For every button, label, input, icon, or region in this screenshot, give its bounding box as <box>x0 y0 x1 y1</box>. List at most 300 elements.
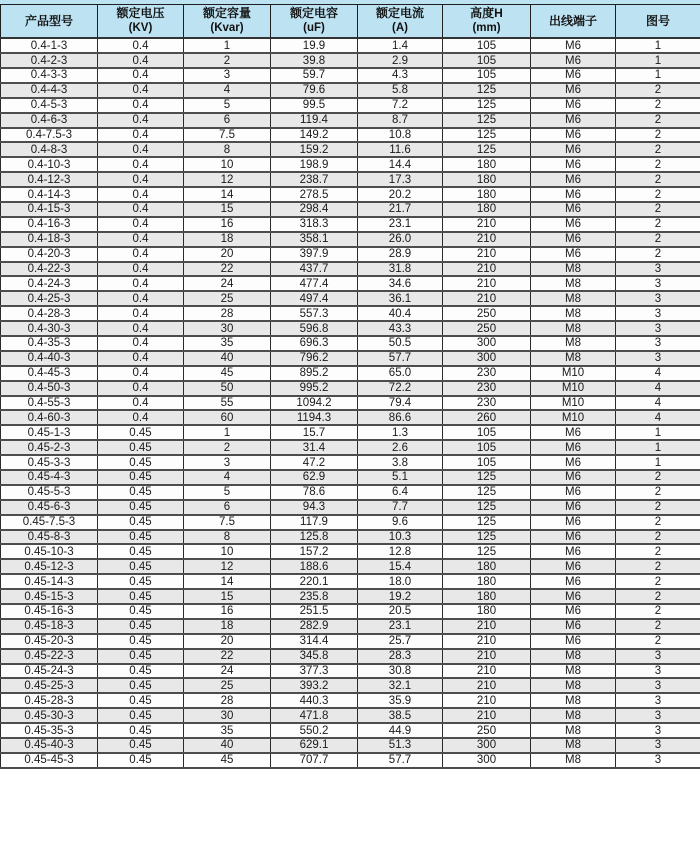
table-cell: 180 <box>443 589 531 604</box>
table-cell: 0.4 <box>98 276 184 291</box>
table-cell: 238.7 <box>271 172 358 187</box>
table-cell: M6 <box>531 202 616 217</box>
table-cell: 149.2 <box>271 128 358 143</box>
table-cell: 1 <box>616 38 700 53</box>
table-cell: 4 <box>616 410 700 425</box>
table-cell: 0.4-28-3 <box>1 306 98 321</box>
table-cell: M6 <box>531 53 616 68</box>
table-cell: 0.45 <box>98 619 184 634</box>
table-cell: 79.6 <box>271 83 358 98</box>
table-cell: 3 <box>616 753 700 768</box>
table-cell: 0.4 <box>98 83 184 98</box>
table-cell: 0.45 <box>98 589 184 604</box>
table-cell: 300 <box>443 351 531 366</box>
table-cell: 0.4-25-3 <box>1 291 98 306</box>
table-cell: 21.7 <box>358 202 443 217</box>
table-cell: 3 <box>616 664 700 679</box>
table-cell: 0.45 <box>98 485 184 500</box>
table-cell: 707.7 <box>271 753 358 768</box>
table-cell: 2 <box>616 187 700 202</box>
table-cell: 210 <box>443 619 531 634</box>
column-header <box>616 5 700 39</box>
table-cell: 157.2 <box>271 544 358 559</box>
table-row <box>1 276 700 291</box>
table-cell: 497.4 <box>271 291 358 306</box>
table-cell: 300 <box>443 738 531 753</box>
table-cell: 0.4 <box>98 157 184 172</box>
table-cell: 119.4 <box>271 113 358 128</box>
table-cell: 314.4 <box>271 634 358 649</box>
table-cell: 125 <box>443 544 531 559</box>
table-cell: 629.1 <box>271 738 358 753</box>
table-cell: 23.1 <box>358 217 443 232</box>
table-cell: 0.45-30-3 <box>1 708 98 723</box>
table-row <box>1 649 700 664</box>
table-cell: 235.8 <box>271 589 358 604</box>
table-cell: 125 <box>443 83 531 98</box>
table-cell: 0.4 <box>98 38 184 53</box>
table-cell: 3 <box>616 306 700 321</box>
table-cell: 0.45-45-3 <box>1 753 98 768</box>
table-cell: 20.5 <box>358 604 443 619</box>
table-cell: 0.4-5-3 <box>1 98 98 113</box>
table-row <box>1 485 700 500</box>
table-row <box>1 336 700 351</box>
table-row <box>1 68 700 83</box>
table-cell: 40 <box>184 351 271 366</box>
table-cell: 2 <box>616 619 700 634</box>
table-cell: 34.6 <box>358 276 443 291</box>
table-cell: 0.4 <box>98 98 184 113</box>
table-cell: 0.4 <box>98 262 184 277</box>
table-cell: 3 <box>616 708 700 723</box>
table-row <box>1 172 700 187</box>
table-cell: 0.4 <box>98 232 184 247</box>
table-cell: 2 <box>616 604 700 619</box>
table-cell: 358.1 <box>271 232 358 247</box>
table-cell: 3 <box>616 336 700 351</box>
table-cell: 0.45 <box>98 708 184 723</box>
table-cell: 125 <box>443 470 531 485</box>
table-cell: 0.45-24-3 <box>1 664 98 679</box>
table-cell: 0.4 <box>98 53 184 68</box>
table-cell: M6 <box>531 619 616 634</box>
table-row <box>1 440 700 455</box>
table-cell: 7.7 <box>358 500 443 515</box>
table-cell: 230 <box>443 381 531 396</box>
column-label: 额定电流 <box>375 6 424 20</box>
table-cell: 3 <box>616 738 700 753</box>
table-row <box>1 619 700 634</box>
table-cell: 18 <box>184 232 271 247</box>
table-cell: M8 <box>531 723 616 738</box>
table-cell: 0.4-60-3 <box>1 410 98 425</box>
table-cell: 125.8 <box>271 530 358 545</box>
table-cell: 10.8 <box>358 128 443 143</box>
table-cell: 16 <box>184 217 271 232</box>
table-row <box>1 291 700 306</box>
table-row <box>1 589 700 604</box>
table-cell: M6 <box>531 172 616 187</box>
table-cell: 1 <box>616 440 700 455</box>
table-cell: M8 <box>531 678 616 693</box>
table-cell: 0.45 <box>98 604 184 619</box>
table-cell: 2 <box>616 634 700 649</box>
table-cell: 50 <box>184 381 271 396</box>
table-cell: 3 <box>616 291 700 306</box>
table-cell: 2 <box>616 113 700 128</box>
table-cell: 0.45-14-3 <box>1 574 98 589</box>
column-header <box>443 5 531 39</box>
table-cell: 0.45-15-3 <box>1 589 98 604</box>
table-cell: M6 <box>531 470 616 485</box>
table-cell: 8 <box>184 530 271 545</box>
table-cell: 1 <box>184 38 271 53</box>
table-cell: 251.5 <box>271 604 358 619</box>
table-cell: 0.4-1-3 <box>1 38 98 53</box>
table-cell: 210 <box>443 232 531 247</box>
table-cell: 4.3 <box>358 68 443 83</box>
table-cell: 0.4-35-3 <box>1 336 98 351</box>
table-cell: 3 <box>184 455 271 470</box>
table-cell: 2 <box>616 232 700 247</box>
table-body <box>1 38 700 768</box>
table-row <box>1 664 700 679</box>
table-cell: M8 <box>531 306 616 321</box>
table-cell: 5.8 <box>358 83 443 98</box>
table-row <box>1 366 700 381</box>
table-row <box>1 38 700 53</box>
table-cell: 0.45 <box>98 544 184 559</box>
table-row <box>1 262 700 277</box>
table-cell: 18.0 <box>358 574 443 589</box>
table-cell: 24 <box>184 276 271 291</box>
table-cell: 50.5 <box>358 336 443 351</box>
table-cell: 0.4-14-3 <box>1 187 98 202</box>
table-cell: 57.7 <box>358 351 443 366</box>
table-cell: 0.4-6-3 <box>1 113 98 128</box>
table-cell: 0.45 <box>98 634 184 649</box>
table-cell: 180 <box>443 202 531 217</box>
table-cell: 10.3 <box>358 530 443 545</box>
column-unit: (A) <box>392 22 408 35</box>
table-cell: 0.4 <box>98 202 184 217</box>
table-cell: 0.45 <box>98 664 184 679</box>
table-cell: 3 <box>184 68 271 83</box>
table-cell: 180 <box>443 559 531 574</box>
table-cell: 440.3 <box>271 693 358 708</box>
table-cell: 12 <box>184 172 271 187</box>
table-cell: M6 <box>531 157 616 172</box>
table-cell: M6 <box>531 559 616 574</box>
table-cell: M8 <box>531 291 616 306</box>
table-cell: 10 <box>184 544 271 559</box>
table-cell: 0.45 <box>98 530 184 545</box>
table-cell: 4 <box>184 83 271 98</box>
table-cell: M8 <box>531 708 616 723</box>
table-cell: M6 <box>531 83 616 98</box>
table-header-row <box>1 5 700 39</box>
table-cell: 0.4-40-3 <box>1 351 98 366</box>
table-cell: 3 <box>616 262 700 277</box>
table-cell: 0.4 <box>98 291 184 306</box>
table-header <box>1 5 700 39</box>
table-cell: M10 <box>531 410 616 425</box>
table-cell: 0.45 <box>98 574 184 589</box>
table-cell: 4 <box>616 396 700 411</box>
table-cell: 24 <box>184 664 271 679</box>
table-cell: 72.2 <box>358 381 443 396</box>
table-cell: 8.7 <box>358 113 443 128</box>
table-cell: 0.4-8-3 <box>1 142 98 157</box>
column-label: 额定电容 <box>289 6 338 20</box>
table-cell: 16 <box>184 604 271 619</box>
table-cell: 28 <box>184 693 271 708</box>
table-cell: 78.6 <box>271 485 358 500</box>
table-cell: 25.7 <box>358 634 443 649</box>
table-cell: 0.4-3-3 <box>1 68 98 83</box>
table-cell: M6 <box>531 485 616 500</box>
table-cell: 0.45-3-3 <box>1 455 98 470</box>
table-cell: 99.5 <box>271 98 358 113</box>
table-cell: 1194.3 <box>271 410 358 425</box>
table-cell: 125 <box>443 500 531 515</box>
table-cell: 0.45-2-3 <box>1 440 98 455</box>
table-cell: 8 <box>184 142 271 157</box>
table-cell: M8 <box>531 649 616 664</box>
table-cell: 250 <box>443 321 531 336</box>
table-cell: 0.45-25-3 <box>1 678 98 693</box>
table-cell: 0.45 <box>98 500 184 515</box>
table-row <box>1 723 700 738</box>
table-cell: 2 <box>616 500 700 515</box>
table-cell: 14 <box>184 187 271 202</box>
table-cell: 0.45-28-3 <box>1 693 98 708</box>
table-cell: 20 <box>184 634 271 649</box>
table-cell: M6 <box>531 128 616 143</box>
table-cell: 477.4 <box>271 276 358 291</box>
table-cell: 94.3 <box>271 500 358 515</box>
table-cell: 30.8 <box>358 664 443 679</box>
table-cell: 31.4 <box>271 440 358 455</box>
table-cell: 0.45-1-3 <box>1 425 98 440</box>
table-cell: M8 <box>531 753 616 768</box>
table-cell: M8 <box>531 664 616 679</box>
table-cell: 0.4 <box>98 128 184 143</box>
table-cell: 0.4-7.5-3 <box>1 128 98 143</box>
table-row <box>1 693 700 708</box>
table-cell: 596.8 <box>271 321 358 336</box>
table-cell: 0.45-5-3 <box>1 485 98 500</box>
table-cell: 12 <box>184 559 271 574</box>
table-row <box>1 381 700 396</box>
table-cell: 2 <box>616 98 700 113</box>
table-cell: 9.6 <box>358 515 443 530</box>
table-cell: 19.2 <box>358 589 443 604</box>
table-cell: 210 <box>443 262 531 277</box>
column-header <box>358 5 443 39</box>
table-cell: M8 <box>531 262 616 277</box>
table-cell: 43.3 <box>358 321 443 336</box>
table-row <box>1 678 700 693</box>
table-row <box>1 157 700 172</box>
table-cell: 210 <box>443 649 531 664</box>
table-cell: 0.4 <box>98 381 184 396</box>
table-cell: 210 <box>443 634 531 649</box>
table-cell: 35 <box>184 336 271 351</box>
table-cell: 0.45 <box>98 455 184 470</box>
table-cell: 2 <box>616 247 700 262</box>
table-cell: 0.45-35-3 <box>1 723 98 738</box>
table-cell: 28 <box>184 306 271 321</box>
table-cell: 105 <box>443 455 531 470</box>
column-label: 高度H <box>470 6 503 20</box>
table-cell: 55 <box>184 396 271 411</box>
table-cell: 3.8 <box>358 455 443 470</box>
table-row <box>1 500 700 515</box>
table-cell: 2 <box>616 470 700 485</box>
table-cell: 188.6 <box>271 559 358 574</box>
table-cell: 31.8 <box>358 262 443 277</box>
table-cell: 51.3 <box>358 738 443 753</box>
table-cell: 2 <box>616 544 700 559</box>
table-cell: 437.7 <box>271 262 358 277</box>
table-cell: 0.45-10-3 <box>1 544 98 559</box>
table-cell: 0.4-50-3 <box>1 381 98 396</box>
table-cell: 0.45 <box>98 693 184 708</box>
table-cell: M6 <box>531 425 616 440</box>
table-cell: 298.4 <box>271 202 358 217</box>
table-cell: 2.6 <box>358 440 443 455</box>
table-row <box>1 306 700 321</box>
table-cell: 0.4-30-3 <box>1 321 98 336</box>
table-cell: 2 <box>616 589 700 604</box>
table-cell: M6 <box>531 232 616 247</box>
table-cell: 3 <box>616 321 700 336</box>
table-row <box>1 351 700 366</box>
table-cell: 1 <box>616 455 700 470</box>
table-cell: 40 <box>184 738 271 753</box>
table-cell: 60 <box>184 410 271 425</box>
table-cell: 45 <box>184 753 271 768</box>
table-cell: 5.1 <box>358 470 443 485</box>
table-cell: M6 <box>531 589 616 604</box>
table-row <box>1 515 700 530</box>
table-row <box>1 202 700 217</box>
table-cell: 14 <box>184 574 271 589</box>
table-row <box>1 53 700 68</box>
table-cell: M6 <box>531 604 616 619</box>
table-cell: 0.4-16-3 <box>1 217 98 232</box>
table-cell: 2 <box>616 530 700 545</box>
table-cell: 0.45 <box>98 649 184 664</box>
table-cell: 38.5 <box>358 708 443 723</box>
table-cell: 5 <box>184 485 271 500</box>
table-cell: 300 <box>443 336 531 351</box>
table-cell: 2 <box>616 172 700 187</box>
table-cell: M8 <box>531 336 616 351</box>
table-cell: 0.4 <box>98 366 184 381</box>
table-cell: 15 <box>184 589 271 604</box>
table-row <box>1 425 700 440</box>
capacitor-spec-table <box>0 4 700 769</box>
table-cell: 57.7 <box>358 753 443 768</box>
table-cell: 0.45-4-3 <box>1 470 98 485</box>
table-cell: 105 <box>443 38 531 53</box>
table-cell: 125 <box>443 128 531 143</box>
table-cell: 25 <box>184 291 271 306</box>
table-cell: 220.1 <box>271 574 358 589</box>
table-cell: 0.45-7.5-3 <box>1 515 98 530</box>
table-cell: 282.9 <box>271 619 358 634</box>
column-header <box>98 5 184 39</box>
table-cell: 471.8 <box>271 708 358 723</box>
table-cell: 2 <box>184 53 271 68</box>
table-cell: M10 <box>531 381 616 396</box>
table-cell: 210 <box>443 693 531 708</box>
table-cell: M6 <box>531 544 616 559</box>
table-cell: 10 <box>184 157 271 172</box>
table-row <box>1 217 700 232</box>
table-cell: 0.45 <box>98 425 184 440</box>
table-cell: 1094.2 <box>271 396 358 411</box>
table-cell: 0.4-18-3 <box>1 232 98 247</box>
column-label: 额定容量 <box>202 6 251 20</box>
table-cell: 210 <box>443 664 531 679</box>
table-cell: M6 <box>531 455 616 470</box>
table-cell: 28.9 <box>358 247 443 262</box>
table-cell: 0.4 <box>98 142 184 157</box>
table-cell: 550.2 <box>271 723 358 738</box>
table-cell: 0.4 <box>98 321 184 336</box>
table-row <box>1 455 700 470</box>
table-cell: 1 <box>184 425 271 440</box>
table-cell: M8 <box>531 693 616 708</box>
table-cell: 3 <box>616 649 700 664</box>
table-cell: 47.2 <box>271 455 358 470</box>
table-cell: 2 <box>616 157 700 172</box>
table-cell: 2 <box>616 142 700 157</box>
table-cell: 0.45 <box>98 470 184 485</box>
table-row <box>1 470 700 485</box>
table-cell: M6 <box>531 113 616 128</box>
table-cell: 2.9 <box>358 53 443 68</box>
table-cell: 1 <box>616 53 700 68</box>
table-cell: 12.8 <box>358 544 443 559</box>
table-row <box>1 708 700 723</box>
table-cell: 30 <box>184 321 271 336</box>
table-cell: 36.1 <box>358 291 443 306</box>
table-cell: 345.8 <box>271 649 358 664</box>
table-row <box>1 232 700 247</box>
table-cell: M6 <box>531 500 616 515</box>
table-row <box>1 128 700 143</box>
table-cell: 2 <box>616 202 700 217</box>
table-cell: 0.4-12-3 <box>1 172 98 187</box>
table-cell: 557.3 <box>271 306 358 321</box>
table-cell: 2 <box>616 485 700 500</box>
table-cell: 0.4-45-3 <box>1 366 98 381</box>
table-cell: 4 <box>184 470 271 485</box>
table-cell: 15 <box>184 202 271 217</box>
table-cell: 0.45 <box>98 440 184 455</box>
table-cell: 210 <box>443 247 531 262</box>
table-cell: 995.2 <box>271 381 358 396</box>
table-cell: 1 <box>616 68 700 83</box>
table-cell: M8 <box>531 321 616 336</box>
table-cell: 125 <box>443 515 531 530</box>
table-cell: 125 <box>443 142 531 157</box>
